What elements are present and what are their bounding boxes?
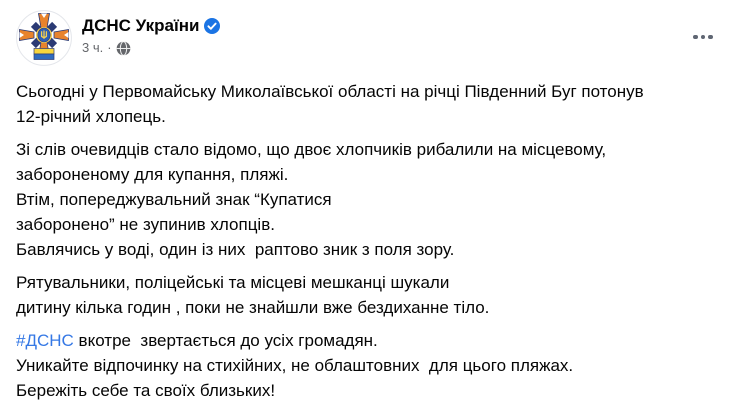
dsns-emblem-icon — [16, 10, 72, 66]
post-header — [0, 0, 733, 66]
ellipsis-icon — [693, 35, 713, 40]
page-name-link[interactable]: ДСНС України — [82, 16, 200, 35]
header-text — [82, 10, 717, 56]
paragraph — [16, 137, 717, 262]
text-line: заборонено” не зупинив хлопців. — [16, 215, 275, 234]
paragraph-with-hashtag — [16, 328, 717, 403]
text-line: Уникайте відпочинку на стихійних, не облаштовних для цього пляжах. — [16, 356, 574, 375]
post-text — [0, 66, 733, 403]
text-line: забороненому для купання, пляжі. — [16, 165, 289, 184]
public-globe-icon — [116, 41, 131, 56]
verified-badge-icon — [204, 18, 220, 34]
text-line: Бережіть себе та своїх близьких! — [16, 381, 276, 400]
text-after-hashtag: вкотре звертається до усіх громадян. — [73, 331, 378, 350]
more-options-button[interactable] — [687, 21, 719, 53]
text-line: 12-річний хлопець. — [16, 107, 166, 126]
text-line: дитину кілька годин , поки не знайшли вже бездиханне тіло. — [16, 298, 490, 317]
text-line: Втім, попереджувальний знак “Купатися — [16, 190, 332, 209]
post-meta — [82, 40, 717, 56]
timestamp-link[interactable]: 3 ч. — [82, 40, 104, 55]
name-row — [82, 15, 717, 36]
dot-separator: · — [107, 40, 112, 55]
text-line: Сьогодні у Первомайську Миколаївської області на річці Південний Буг потонув — [16, 82, 644, 101]
text-line: Бавлячись у воді, один із них раптово зник з поля зору. — [16, 240, 455, 259]
text-line — [16, 328, 717, 353]
text-line: Зі слів очевидців стало відомо, що двоє хлопчиків рибалили на місцевому, — [16, 140, 607, 159]
paragraph — [16, 79, 717, 129]
hashtag-link[interactable]: #ДСНС — [16, 331, 74, 350]
text-line: Рятувальники, поліцейські та місцеві мешканці шукали — [16, 273, 450, 292]
page-avatar[interactable] — [16, 10, 72, 66]
paragraph — [16, 270, 717, 320]
